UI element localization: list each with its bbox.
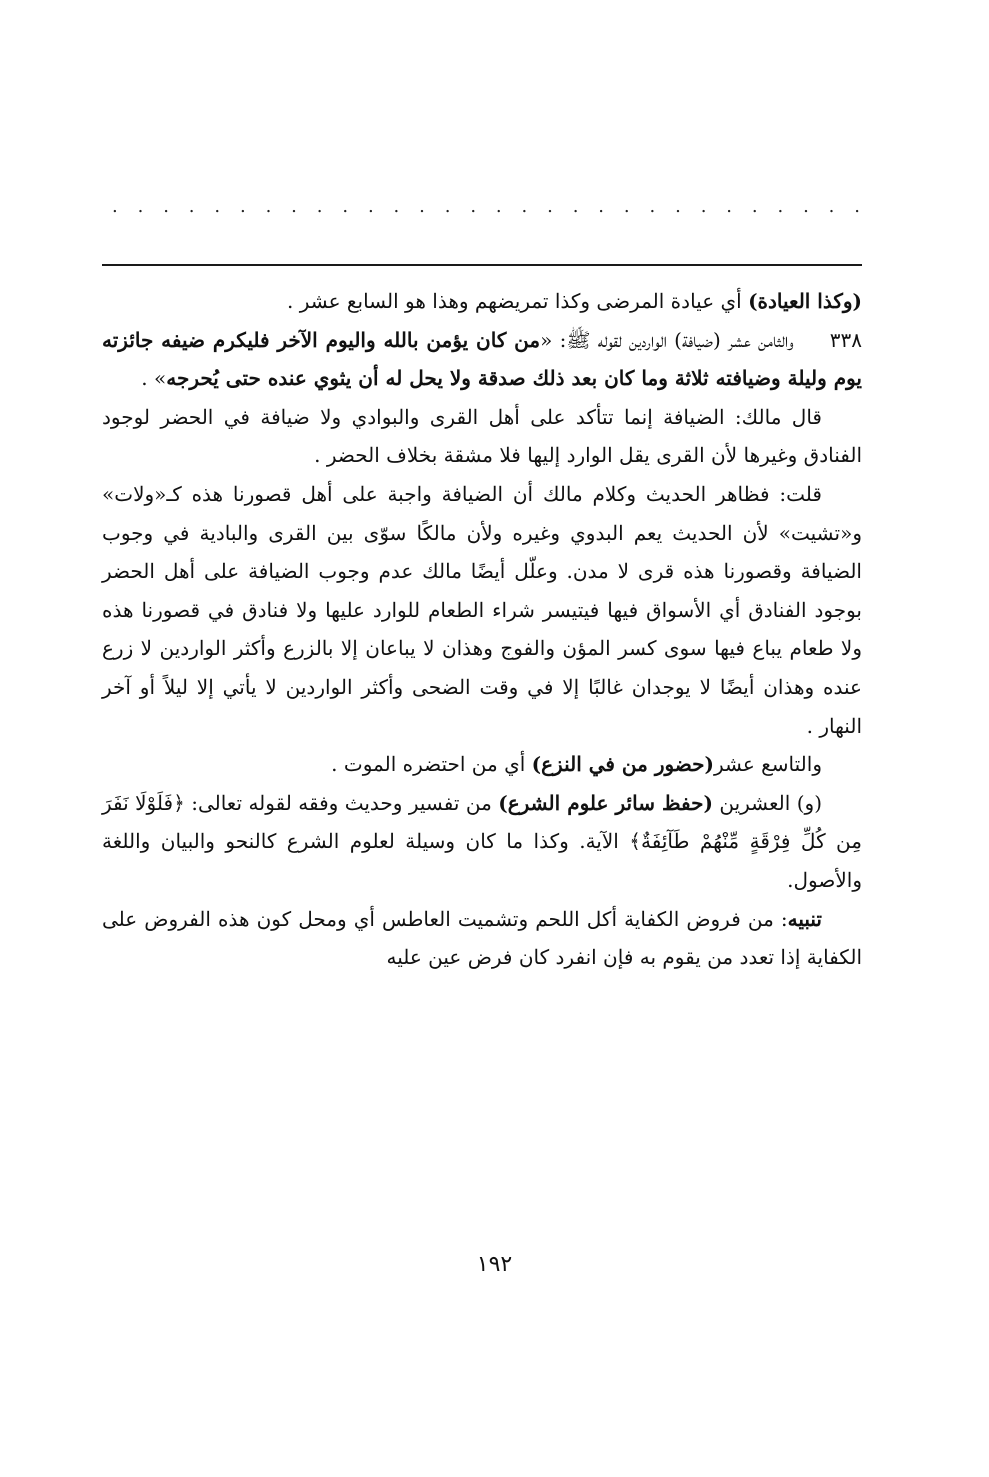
paragraph-2-hadith: من كان يؤمن بالله واليوم الآخر فليكرم ضيفه جائزته يوم وليلة وضيافته ثلاثة وما كان بعد ذلك صدقة ولا يحل له أن يثوي عنده حتى يُحرجه [102, 327, 862, 391]
paragraph-7-bold: تنبيه [787, 906, 822, 931]
paragraph-3 [102, 398, 862, 475]
paragraph-2-tail: » . [141, 366, 167, 391]
paragraph-6 [102, 784, 862, 900]
paragraph-3-text: قال مالك: الضيافة إنما تتأكد على أهل القرى والبوادي ولا ضيافة في الحضر لوجود الفنادق وغيرها لأن القرى يقل الوارد إليها فلا مشقة بخلاف الحضر . [102, 404, 862, 468]
paragraph-1 [102, 282, 862, 321]
paragraph-2-number: ٣٣٨ [829, 327, 862, 352]
dotted-separator: . . . . . . . . . . . . . . . . . . . . . . . . . . . . . . [112, 196, 862, 217]
paragraph-5-bold: (حضور من في النزع) [531, 752, 714, 777]
paragraph-2-lead: والثامن عشر (ضيافة) الواردين لقوله ﷺ: « [540, 327, 794, 352]
paragraph-6-tail: من تفسير وحديث وفقه لقوله تعالى: ﴿فَلَوْلَا نَفَرَ مِن كُلِّ فِرْقَةٍ مِّنْهُمْ طَآئِفَةٌ﴾ الآية. وكذا ما كان وسيلة لعلوم الشرع كالنحو والبيان واللغة والأصول. [102, 790, 862, 892]
paragraph-7 [102, 900, 862, 977]
body-text [102, 282, 862, 977]
paragraph-2 [102, 321, 862, 398]
paragraph-1-bold: (وكذا العيادة) [748, 289, 862, 313]
paragraph-5 [102, 745, 862, 784]
paragraph-7-tail: : من فروض الكفاية أكل اللحم وتشميت العاطس أي ومحل كون هذه الفروض على الكفاية إذا تعدد من يقوم به فإن انفرد كان فرض عين عليه [102, 906, 862, 970]
page-number: ١٩٢ [476, 1252, 513, 1277]
paragraph-5-tail: أي من احتضره الموت . [331, 752, 532, 777]
paragraph-4 [102, 475, 862, 745]
paragraph-6-bold: (حفظ سائر علوم الشرع) [498, 790, 713, 815]
paragraph-1-text: أي عيادة المرضى وكذا تمريضهم وهذا هو السابع عشر . [286, 289, 749, 313]
paragraph-4-text: قلت: فظاهر الحديث وكلام مالك أن الضيافة واجبة على أهل قصورنا هذه كـ«ولات» و«تشيت» لأن الحديث يعم البدوي وغيره ولأن مالكًا سوّى بين القرى والبادية في وجوب الضيافة وقصورنا هذه قرى لا مدن. وعلّل أيضًا مالك عدم وجوب الضيافة على أهل الحضر بوجود الفنادق أي الأسواق فيها فيتيسر شراء الطعام للوارد عليها ولا فنادق في قصورنا هذه ولا طعام يباع فيها سوى كسر المؤن والفوج وهذان لا يباعان إلا بالزرع وأكثر الواردين لا زرع عنده وهذان أيضًا لا يوجدان غالبًا إلا في وقت الضحى وأكثر الواردين لا يأتي إلا ليلاً أو آخر النهار . [102, 481, 862, 738]
header-rule [102, 264, 862, 266]
paragraph-6-lead: (و) العشرين [712, 790, 823, 815]
paragraph-5-lead: والتاسع عشر [713, 752, 822, 777]
